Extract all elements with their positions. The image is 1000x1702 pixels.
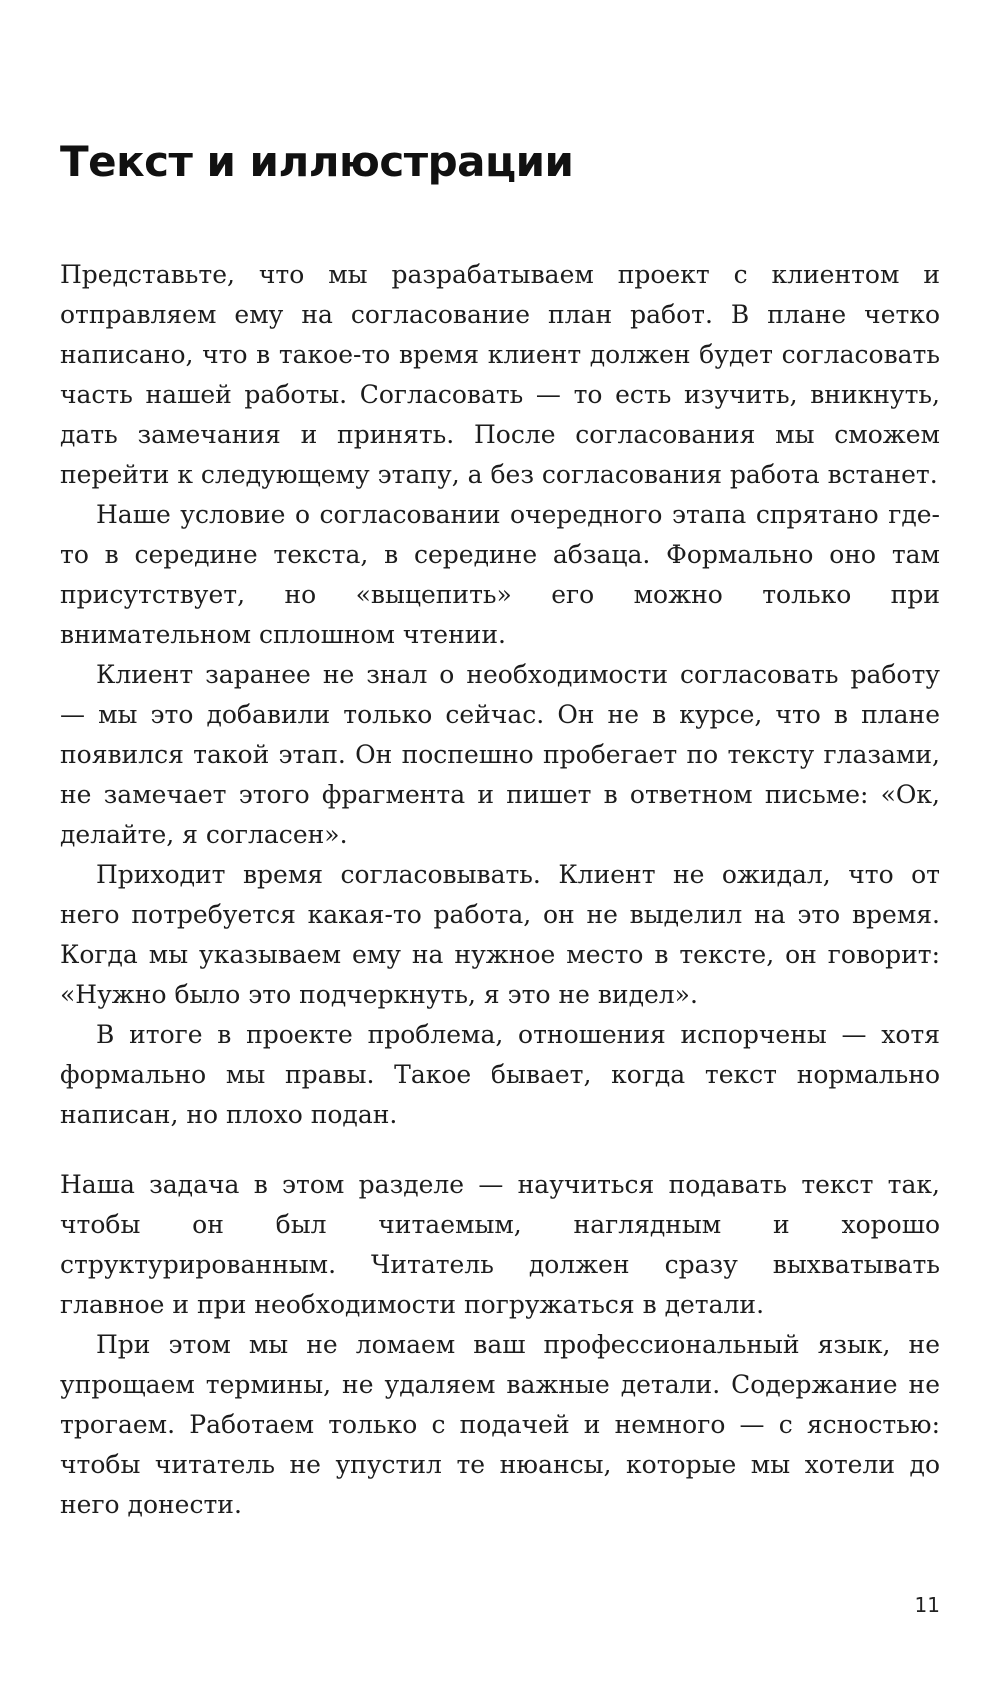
paragraph: Клиент заранее не знал о необходимости согласовать работу — мы это добавили только сейчас. Он не в курсе, что в плане появился такой этап. Он поспешно пробегает по тексту глазами, не замечает этого фрагмента и пишет в ответном письме: «Ок, делайте, я согласен». bbox=[60, 660, 940, 849]
paragraph: В итоге в проекте проблема, отношения испорчены — хотя формально мы правы. Такое бывает, когда текст нормально написан, но плохо подан. bbox=[60, 1020, 940, 1129]
page-number: 11 bbox=[914, 1593, 940, 1617]
page-title: Текст и иллюстрации bbox=[60, 137, 574, 186]
paragraph: Представьте, что мы разрабатываем проект с клиентом и отправляем ему на согласование план работ. В плане четко написано, что в такое-то время клиент должен будет согласовать часть нашей работы. Согласовать — то есть изучить, вникнуть, дать замечания и принять. После согласования мы сможем перейти к следующему этапу, а без согласования работа встанет. bbox=[60, 260, 940, 489]
intro-section bbox=[60, 255, 940, 1135]
task-section bbox=[60, 1165, 940, 1525]
paragraph: Наша задача в этом разделе — научиться подавать текст так, чтобы он был читаемым, наглядным и хорошо структурированным. Читатель должен сразу выхватывать главное и при необходимости погружаться в детали. bbox=[60, 1170, 940, 1319]
paragraph: Наше условие о согласовании очередного этапа спрятано где-то в середине текста, в середине абзаца. Формально оно там присутствует, но «выцепить» его можно только при внимательном сплошном чтении. bbox=[60, 500, 940, 649]
paragraph: При этом мы не ломаем ваш профессиональный язык, не упрощаем термины, не удаляем важные детали. Содержание не трогаем. Работаем только с подачей и немного — с ясностью: чтобы читатель не упустил те нюансы, которые мы хотели до него донести. bbox=[60, 1330, 940, 1519]
paragraph: Приходит время согласовывать. Клиент не ожидал, что от него потребуется какая-то работа, он не выделил на это время. Когда мы указываем ему на нужное место в тексте, он говорит: «Нужно было это подчеркнуть, я это не видел». bbox=[60, 860, 940, 1009]
